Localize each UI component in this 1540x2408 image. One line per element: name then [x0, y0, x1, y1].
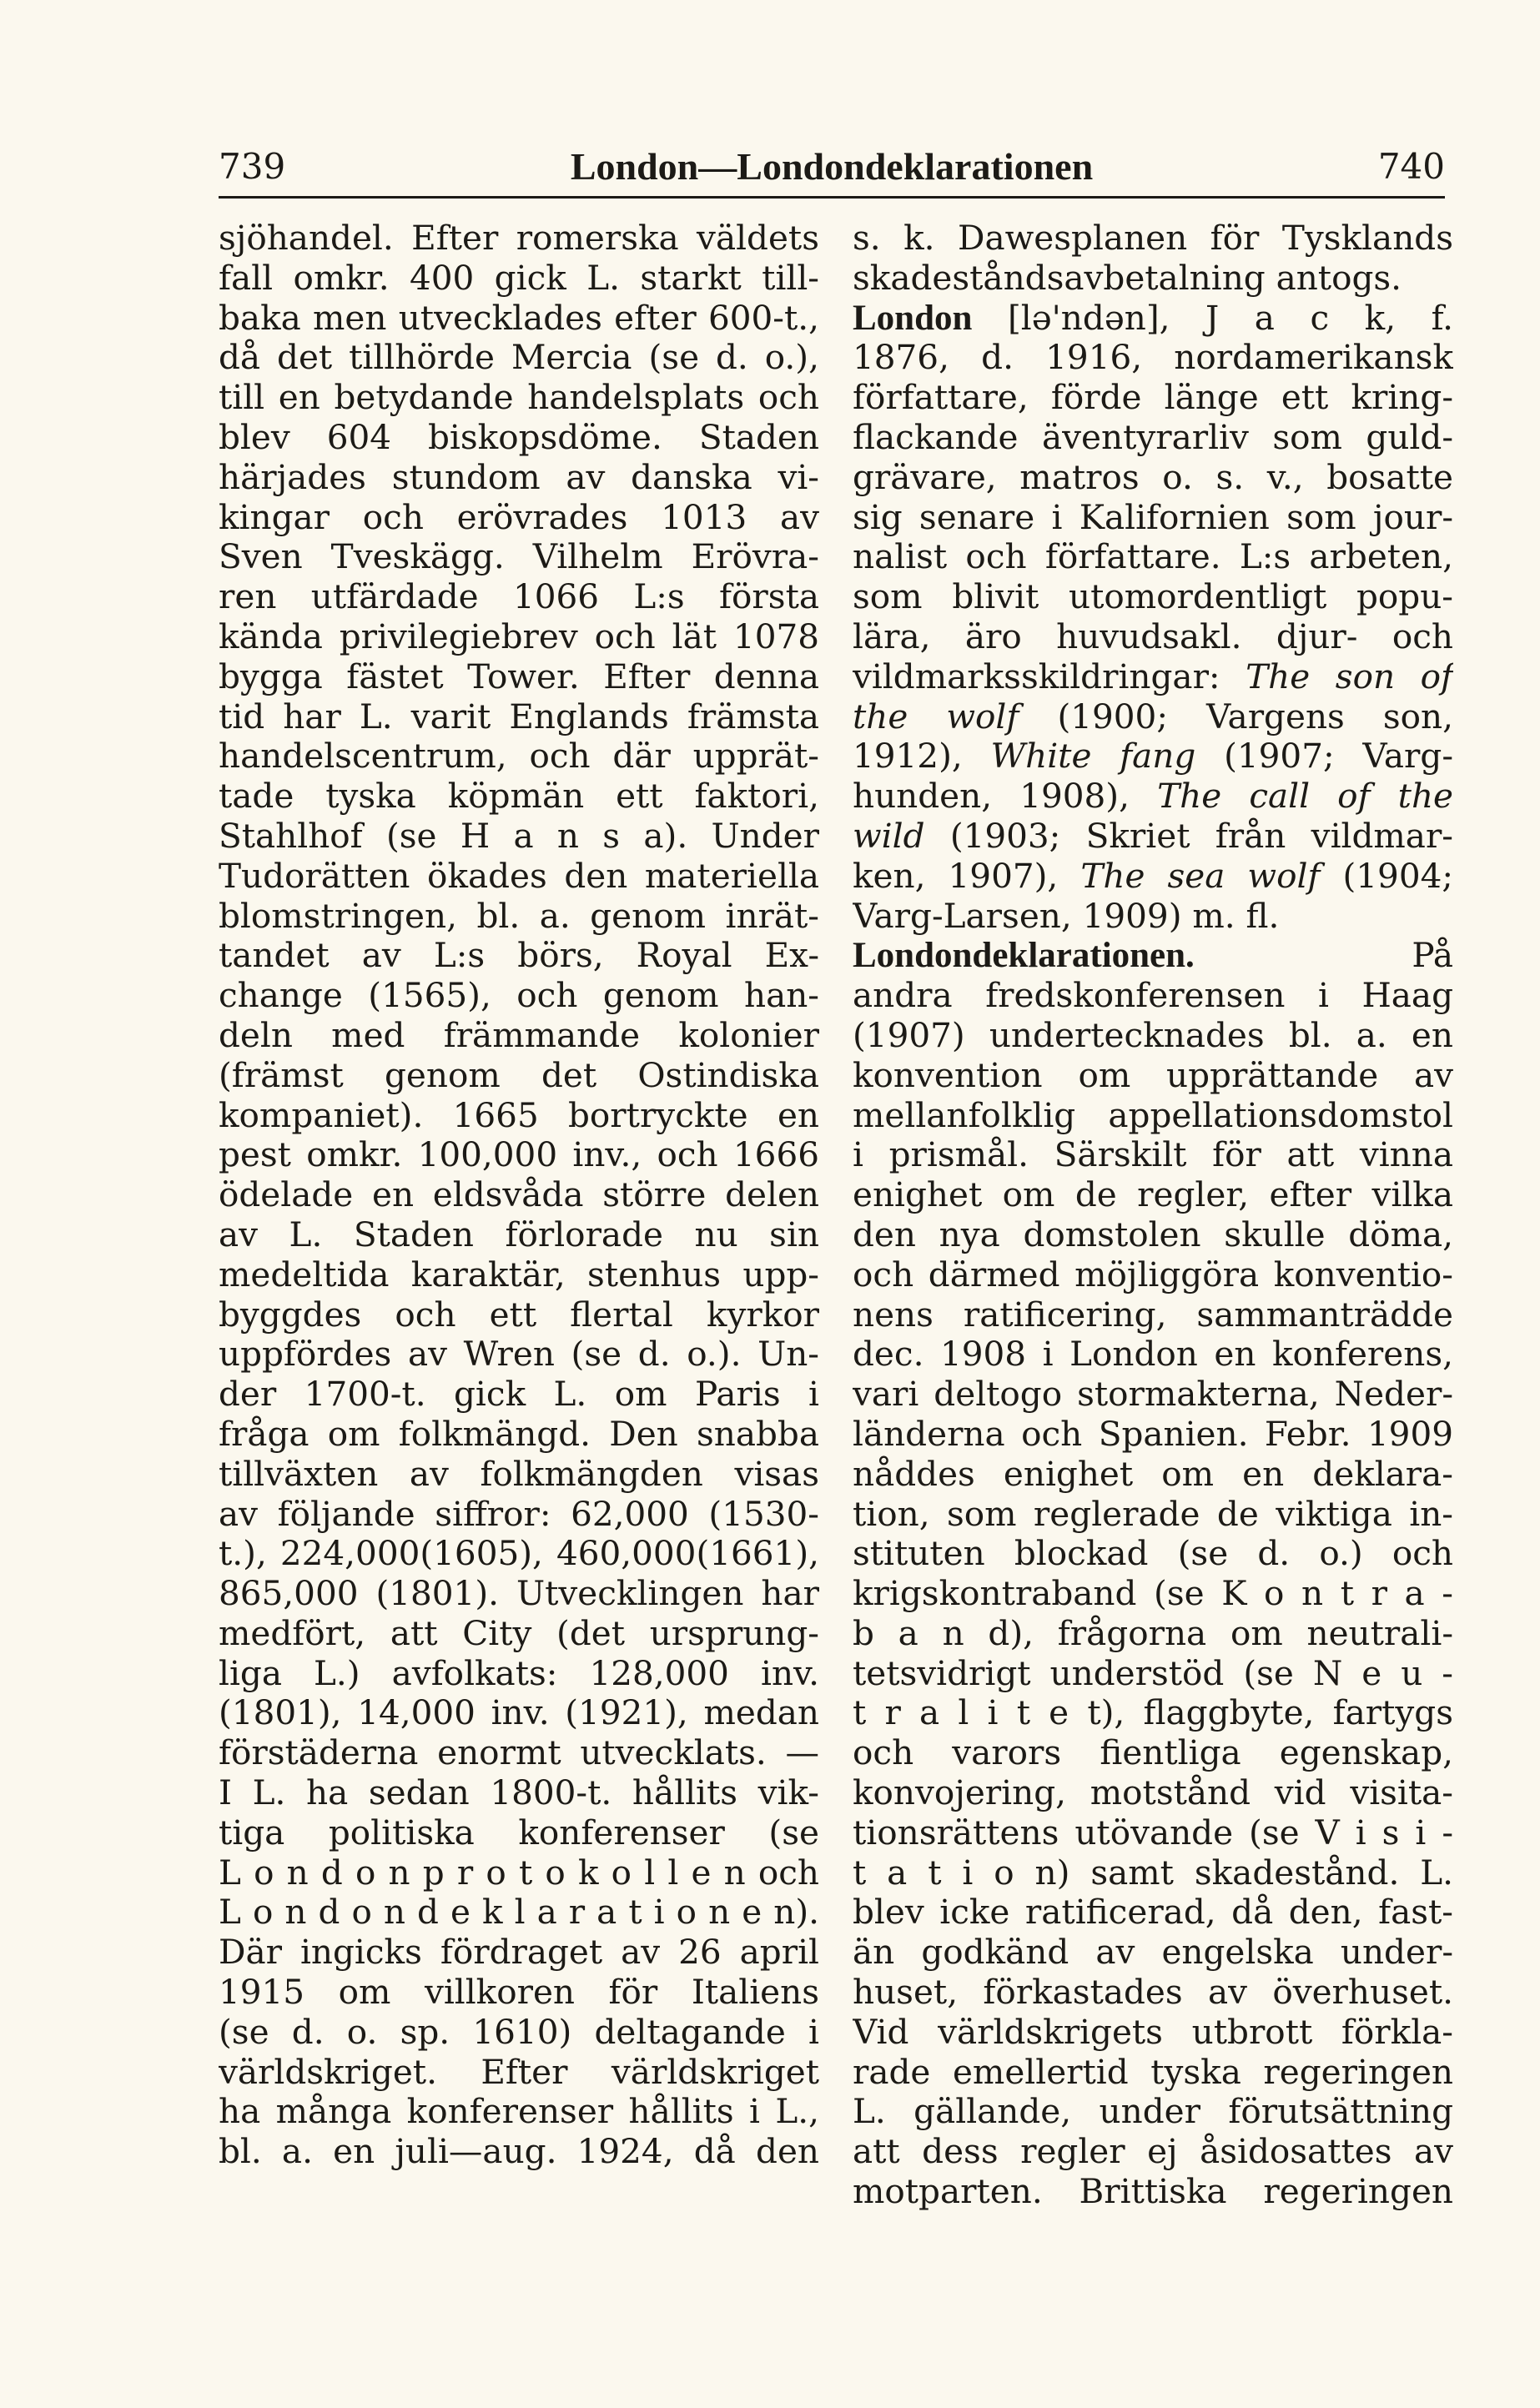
text-line: medeltida karaktär, stenhus upp- [219, 1254, 819, 1294]
text-line: s. k. Dawesplanen för Tysklands [853, 219, 1453, 258]
text-line: nalist och författare. L:s arbeten, [853, 536, 1453, 577]
text-line: världskriget. Efter världskriget [219, 2051, 819, 2092]
text-line: tiga politiska konferenser (se [219, 1812, 819, 1853]
text-line: sig senare i Kalifornien som jour- [853, 496, 1453, 537]
text-line: Sven Tveskägg. Vilhelm Erövra- [219, 536, 819, 577]
text-line: Stahlhof (se H a n s a). Under [219, 815, 819, 856]
text-line: av L. Staden förlorade nu sin [219, 1214, 819, 1254]
works-line [853, 697, 1453, 737]
text-line: t a t i o n) samt skadestånd. L. [853, 1852, 1453, 1893]
text-line: huset, förkastades av överhuset. [853, 1972, 1453, 2013]
text-line: ren utfärdade 1066 L:s första [219, 576, 819, 617]
running-title: London—Londondeklarationen [570, 145, 1094, 188]
work-title: The call of the [1157, 776, 1453, 817]
text-line: tade tyska köpmän ett faktori, [219, 776, 819, 817]
text-line: 1876, d. 1916, nordamerikansk [853, 337, 1453, 378]
text-line: motparten. Brittiska regeringen [853, 2171, 1453, 2212]
text-line: bygga fästet Tower. Efter denna [219, 656, 819, 696]
text-line: (se d. o. sp. 1610) deltagande i [219, 2011, 819, 2052]
text-line: kingar och erövrades 1013 av [219, 496, 819, 537]
text-line: kompaniet). 1665 bortryckte en [219, 1094, 819, 1135]
work-title: The son of [1246, 656, 1453, 696]
text-line: till en betydande handelsplats och [219, 377, 819, 418]
text-line: konvojering, motstånd vid visita- [853, 1772, 1453, 1813]
text-line: ödelade en eldsvåda större delen [219, 1174, 819, 1215]
entry-london-first-line [853, 299, 1453, 339]
entry-london-body [853, 338, 1453, 656]
text-fragment: (1907; Varg- [1224, 736, 1453, 777]
text-line: L o n d o n d e k l a r a t i o n e n). [219, 1892, 819, 1933]
text-line: der 1700-t. gick L. om Paris i [219, 1374, 819, 1415]
text-line: t.), 224,000(1605), 460,000(1661), [219, 1533, 819, 1574]
text-line: vari deltogo stormakterna, Neder- [853, 1374, 1453, 1415]
text-line: byggdes och ett flertal kyrkor [219, 1294, 819, 1335]
text-line: rade emellertid tyska regeringen [853, 2051, 1453, 2092]
works-line: Varg-Larsen, 1909) m. fl. [853, 895, 1280, 936]
entry-decl-body [853, 976, 1453, 2212]
left-page-number: 739 [219, 146, 286, 187]
text-fragment: (1903; Skriet från vildmar- [949, 815, 1453, 856]
entry-decl-first-line [853, 936, 1453, 976]
text-line: L o n d o n p r o t o k o l l e n och [219, 1852, 819, 1893]
text-line: länderna och Spanien. Febr. 1909 [853, 1413, 1453, 1454]
text-line: lära, äro huvudsakl. djur- och [853, 616, 1453, 656]
text-line: och därmed möjliggöra konventio- [853, 1254, 1453, 1294]
text-fragment: 1912), [853, 736, 963, 777]
text-line: change (1565), och genom han- [219, 975, 819, 1016]
text-line: sjöhandel. Efter romerska väldets [219, 219, 819, 258]
text-line: då det tillhörde Mercia (se d. o.), [219, 337, 819, 378]
text-line: i prismål. Särskilt för att vinna [853, 1134, 1453, 1175]
works-line [853, 657, 1453, 697]
text-line: stituten blockad (se d. o.) och [853, 1533, 1453, 1574]
text-line: grävare, matros o. s. v., bosatte [853, 456, 1453, 497]
text-line: Där ingicks fördraget av 26 april [219, 1932, 819, 1973]
text-line: baka men utvecklades efter 600-t., [219, 297, 819, 338]
text-fragment: (1904; [1342, 855, 1453, 896]
text-fragment: vildmarksskildringar: [853, 656, 1220, 696]
text-line: fall omkr. 400 gick L. starkt till- [219, 257, 819, 298]
text-line: L. gällande, under förutsättning [853, 2091, 1453, 2132]
text-line: deln med främmande kolonier [219, 1014, 819, 1055]
text-fragment: hunden, 1908), [853, 776, 1130, 817]
headword-londondeklarationen: Londondeklarationen. [853, 936, 1195, 976]
text-line: tetsvidrigt understöd (se N e u - [853, 1652, 1453, 1693]
text-line: härjades stundom av danska vi- [219, 456, 819, 497]
works-line [853, 777, 1453, 817]
text-line: att dess regler ej åsidosattes av [853, 2131, 1453, 2172]
text-line: dec. 1908 i London en konferens, [853, 1334, 1453, 1375]
text-fragment: (1900; Vargens son, [1057, 696, 1453, 736]
works-line [853, 736, 1453, 777]
text-line: I L. ha sedan 1800-t. hållits vik- [219, 1772, 819, 1813]
text-line: 865,000 (1801). Utvecklingen har [219, 1573, 819, 1614]
text-line: medfört, att City (det ursprung- [219, 1612, 819, 1653]
text-line: skadeståndsavbetalning antogs. [853, 257, 1402, 298]
text-line: tid har L. varit Englands främsta [219, 696, 819, 736]
text-line: (1907) undertecknades bl. a. en [853, 1014, 1453, 1055]
text-line: blomstringen, bl. a. genom inrät- [219, 895, 819, 936]
text-line: handelscentrum, och där upprät- [219, 736, 819, 777]
text-line: fråga om folkmängd. Den snabba [219, 1413, 819, 1454]
text-fragment: [lə'ndən], J a c k, f. [1007, 297, 1453, 338]
work-title: wild [853, 815, 925, 856]
header-rule [219, 196, 1445, 199]
text-line: mellanfolklig appellationsdomstol [853, 1094, 1453, 1135]
text-line: som blivit utomordentligt popu- [853, 576, 1453, 617]
work-title: The sea wolf [1080, 855, 1321, 896]
text-line: förstäderna enormt utvecklats. — [219, 1732, 819, 1773]
text-line: bl. a. en juli—aug. 1924, då den [219, 2131, 819, 2172]
text-line: t r a l i t e t), flaggbyte, fartygs [853, 1692, 1453, 1733]
text-line: den nya domstolen skulle döma, [853, 1214, 1453, 1254]
works-line [853, 857, 1453, 897]
text-line: krigskontraband (se K o n t r a - [853, 1573, 1453, 1614]
works-line [853, 817, 1453, 857]
text-line: nens ratificering, sammanträdde [853, 1294, 1453, 1335]
text-line: enighet om de regler, efter vilka [853, 1174, 1453, 1215]
text-line: blev 604 biskopsdöme. Staden [219, 416, 819, 457]
text-line: Vid världskrigets utbrott förkla- [853, 2011, 1453, 2052]
page-header [219, 133, 1445, 200]
text-fragment: ken, 1907), [853, 855, 1059, 896]
text-line: författare, förde länge ett kring- [853, 377, 1453, 418]
text-line: andra fredskonferensen i Haag [853, 975, 1453, 1016]
text-line: ha många konferenser hållits i L., [219, 2091, 819, 2132]
text-line: tionsrättens utövande (se V i s i - [853, 1812, 1453, 1853]
text-line: och varors fientliga egenskap, [853, 1732, 1453, 1773]
text-line: tion, som reglerade de viktiga in- [853, 1493, 1453, 1534]
text-line: Tudorätten ökades den materiella [219, 855, 819, 896]
left-column [219, 219, 819, 2337]
text-line: flackande äventyrarliv som guld- [853, 416, 1453, 457]
text-line: liga L.) avfolkats: 128,000 inv. [219, 1652, 819, 1693]
text-line: kända privilegiebrev och lät 1078 [219, 616, 819, 656]
text-line: uppfördes av Wren (se d. o.). Un- [219, 1334, 819, 1375]
text-line: blev icke ratificerad, då den, fast- [853, 1892, 1453, 1933]
text-line: konvention om upprättande av [853, 1054, 1453, 1095]
text-line: nåddes enighet om en deklara- [853, 1453, 1453, 1494]
right-column [853, 219, 1453, 2337]
text-fragment: På [1412, 935, 1453, 976]
text-line: av följande siffror: 62,000 (1530- [219, 1493, 819, 1534]
text-line: (främst genom det Ostindiska [219, 1054, 819, 1095]
text-line: pest omkr. 100,000 inv., och 1666 [219, 1134, 819, 1175]
headword-london: London [853, 298, 973, 338]
work-title: the wolf [853, 696, 1019, 736]
text-line: tandet av L:s börs, Royal Ex- [219, 935, 819, 976]
work-title: White fang [990, 736, 1196, 777]
text-line: än godkänd av engelska under- [853, 1932, 1453, 1973]
text-line: (1801), 14,000 inv. (1921), medan [219, 1692, 819, 1733]
text-line: 1915 om villkoren för Italiens [219, 1972, 819, 2013]
text-line: tillväxten av folkmängden visas [219, 1453, 819, 1494]
text-line: b a n d), frågorna om neutrali- [853, 1612, 1453, 1653]
right-page-number: 740 [1377, 146, 1445, 187]
